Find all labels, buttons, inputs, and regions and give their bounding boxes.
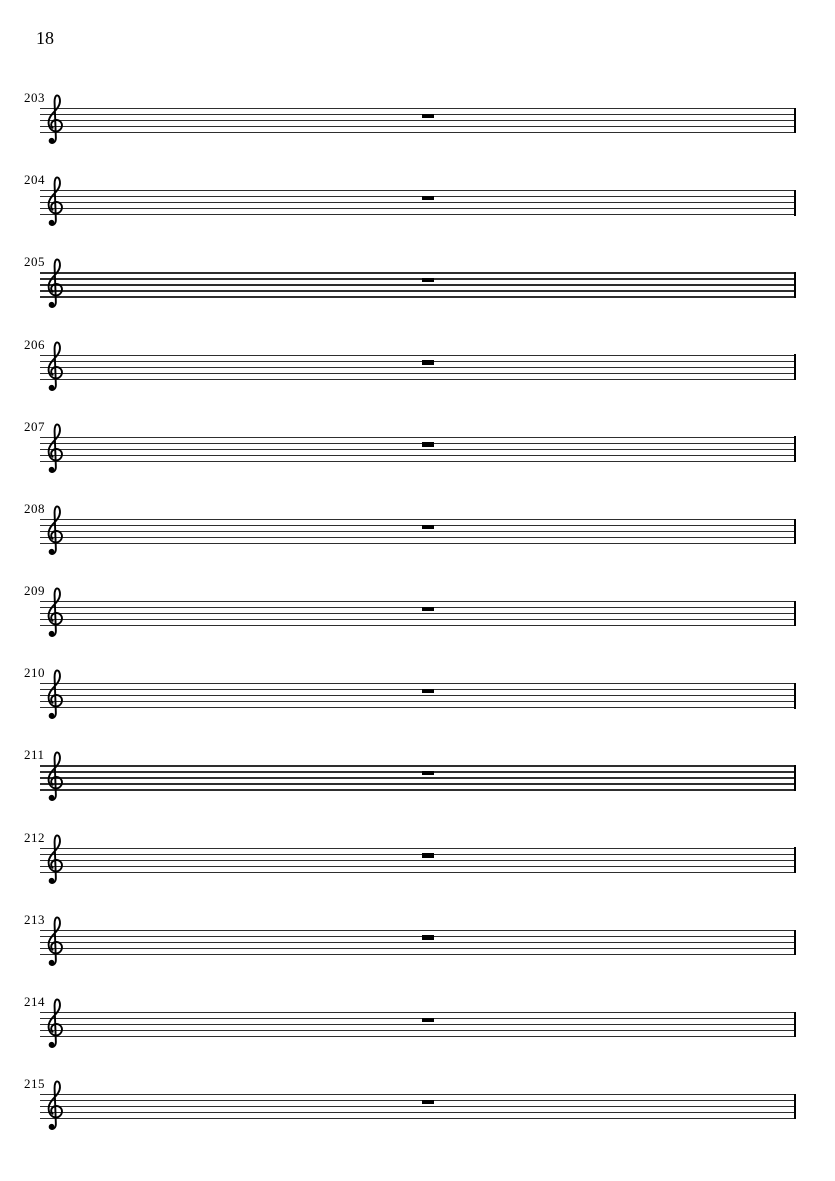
staff-line [40, 531, 796, 532]
measure-number: 212 [24, 829, 45, 845]
staff-line [40, 290, 796, 291]
staff-line [40, 683, 796, 684]
staff-line [40, 449, 796, 450]
staff-line [40, 120, 796, 121]
treble-clef-icon [44, 505, 66, 556]
end-barline [794, 272, 796, 298]
staff-line [40, 272, 796, 273]
staff-line [40, 765, 796, 766]
staff-line [40, 132, 796, 133]
staff-line [40, 1012, 796, 1013]
measure-number: 208 [24, 500, 45, 516]
staff-line [40, 948, 796, 949]
staff-line [40, 525, 796, 526]
end-barline [794, 601, 796, 627]
staff-system [0, 829, 835, 918]
staff-line [40, 701, 796, 702]
whole-rest-icon [422, 689, 434, 693]
whole-rest-icon [422, 114, 434, 118]
staff-system [0, 993, 835, 1082]
staff-line [40, 872, 796, 873]
whole-rest-icon [422, 525, 434, 529]
staff-line [40, 607, 796, 608]
end-barline [794, 847, 796, 873]
staff-line [40, 1094, 796, 1095]
measure-number: 214 [24, 993, 45, 1009]
staff-line [40, 202, 796, 203]
staff-line [40, 1024, 796, 1025]
staff-line [40, 1018, 796, 1019]
staff-line [40, 214, 796, 215]
staff-line [40, 707, 796, 708]
staff-line [40, 126, 796, 127]
staff [0, 848, 835, 874]
staff-line [40, 695, 796, 696]
staff-line [40, 777, 796, 778]
whole-rest-icon [422, 1018, 434, 1022]
measure-number: 215 [24, 1076, 45, 1092]
staff-line [40, 942, 796, 943]
staff-line [40, 355, 796, 356]
staff [0, 683, 835, 709]
measure-number: 209 [24, 583, 45, 599]
whole-rest-icon [422, 853, 434, 857]
staff [0, 1012, 835, 1038]
staff-system [0, 336, 835, 425]
staff-line [40, 954, 796, 955]
staff-line [40, 601, 796, 602]
measure-number: 206 [24, 336, 45, 352]
staff-system [0, 90, 835, 178]
staff-line [40, 196, 796, 197]
staff-line [40, 625, 796, 626]
treble-clef-icon [44, 587, 66, 638]
staff-line [40, 1030, 796, 1031]
whole-rest-icon [422, 771, 434, 775]
measure-number: 207 [24, 418, 45, 434]
staff-line [40, 1118, 796, 1119]
end-barline [794, 108, 796, 134]
staff-line [40, 1036, 796, 1037]
staff [0, 108, 835, 134]
staff [0, 519, 835, 545]
staff-line [40, 860, 796, 861]
staff-system [0, 254, 835, 342]
staff [0, 1094, 835, 1120]
staff-line [40, 783, 796, 784]
staff-line [40, 854, 796, 855]
staff-line [40, 537, 796, 538]
staff-system [0, 747, 835, 835]
staff-line [40, 278, 796, 279]
staff-line [40, 613, 796, 614]
staff-system [0, 418, 835, 507]
staff-line [40, 1106, 796, 1107]
end-barline [794, 765, 796, 791]
staff-line [40, 930, 796, 931]
whole-rest-icon [422, 196, 434, 200]
measure-number: 204 [24, 172, 45, 188]
staff [0, 437, 835, 463]
staff-system [0, 172, 835, 260]
staff-line [40, 689, 796, 690]
staff-line [40, 789, 796, 790]
measure-number: 211 [24, 747, 45, 763]
staff-line [40, 619, 796, 620]
measure-number: 213 [24, 911, 45, 927]
page-number: 18 [36, 28, 54, 48]
staff-system [0, 583, 835, 671]
treble-clef-icon [44, 94, 66, 145]
staff-line [40, 443, 796, 444]
treble-clef-icon [44, 258, 66, 309]
staff [0, 355, 835, 381]
treble-clef-icon [44, 341, 66, 392]
treble-clef-icon [44, 998, 66, 1049]
whole-rest-icon [422, 935, 434, 939]
staff-line [40, 437, 796, 438]
end-barline [794, 519, 796, 545]
whole-rest-icon [422, 607, 434, 611]
staff-line [40, 367, 796, 368]
treble-clef-icon [44, 669, 66, 720]
treble-clef-icon [44, 176, 66, 227]
staff-line [40, 1100, 796, 1101]
end-barline [794, 930, 796, 956]
staff-line [40, 284, 796, 285]
treble-clef-icon [44, 1080, 66, 1131]
staff [0, 765, 835, 791]
treble-clef-icon [44, 423, 66, 474]
end-barline [794, 436, 796, 462]
end-barline [794, 1012, 796, 1038]
staff-line [40, 543, 796, 544]
staff-system [0, 1076, 835, 1164]
staff-line [40, 461, 796, 462]
end-barline [794, 190, 796, 216]
staff-line [40, 936, 796, 937]
staff [0, 930, 835, 956]
staff-line [40, 379, 796, 380]
treble-clef-icon [44, 751, 66, 802]
staff-line [40, 519, 796, 520]
staff [0, 601, 835, 627]
end-barline [794, 354, 796, 380]
staff [0, 272, 835, 298]
staff-line [40, 108, 796, 109]
staff-line [40, 190, 796, 191]
staff-system [0, 911, 835, 1000]
staff-line [40, 848, 796, 849]
staff-system [0, 500, 835, 589]
staff-line [40, 208, 796, 209]
whole-rest-icon [422, 442, 434, 446]
whole-rest-icon [422, 278, 434, 282]
staff-line [40, 771, 796, 772]
measure-number: 210 [24, 665, 45, 681]
whole-rest-icon [422, 1100, 434, 1104]
end-barline [794, 1094, 796, 1120]
staff-line [40, 114, 796, 115]
staff-system [0, 665, 835, 753]
treble-clef-icon [44, 834, 66, 885]
treble-clef-icon [44, 916, 66, 967]
staff [0, 190, 835, 216]
staff-line [40, 296, 796, 297]
staff-line [40, 866, 796, 867]
end-barline [794, 683, 796, 709]
staff-line [40, 455, 796, 456]
staff-line [40, 361, 796, 362]
measure-number: 205 [24, 254, 45, 270]
staff-line [40, 1112, 796, 1113]
whole-rest-icon [422, 360, 434, 364]
measure-number: 203 [24, 90, 45, 105]
staff-line [40, 373, 796, 374]
